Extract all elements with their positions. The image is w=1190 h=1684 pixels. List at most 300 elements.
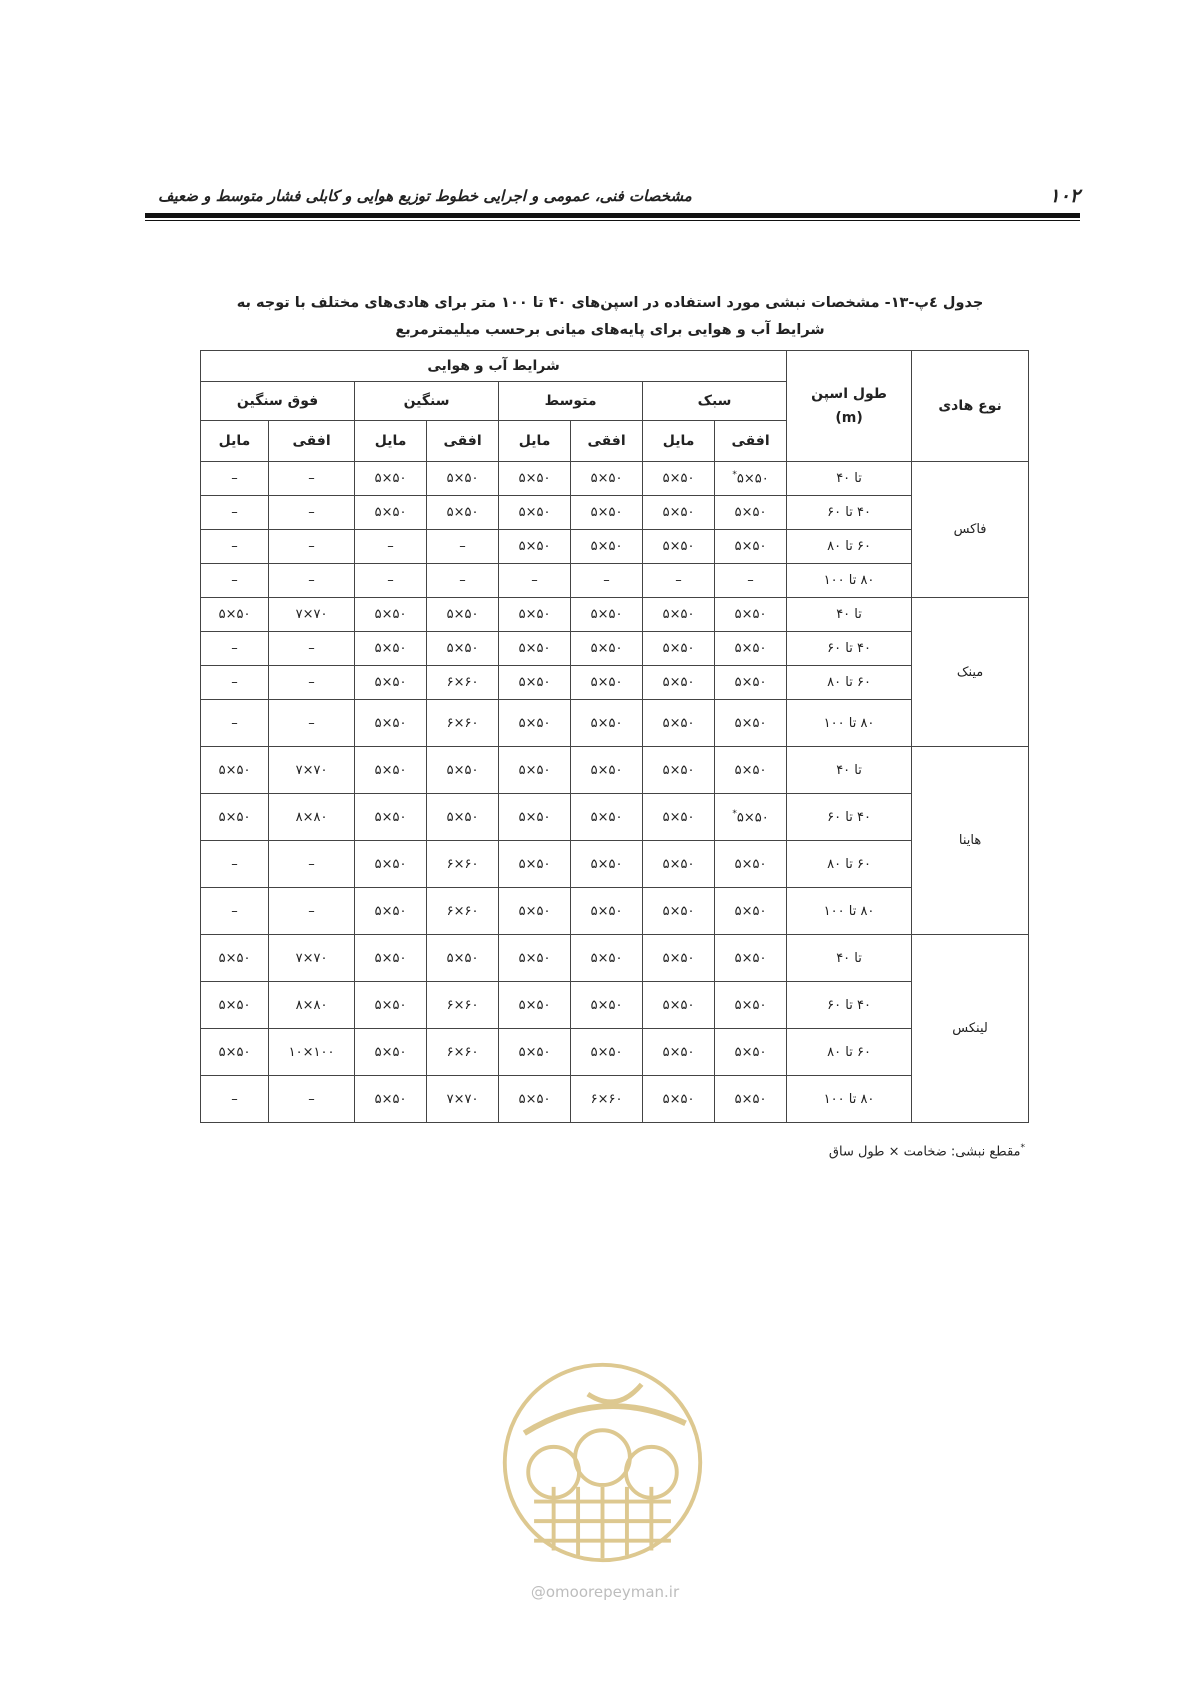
table-row xyxy=(201,1076,1029,1123)
angle-size-cell xyxy=(269,1076,355,1123)
angle-size-cell xyxy=(427,747,499,794)
angle-size-cell xyxy=(201,496,269,530)
angle-size-cell xyxy=(499,794,571,841)
angle-size-cell xyxy=(355,462,427,496)
angle-size-value: ۵۰×۵ xyxy=(590,809,623,825)
angle-size-cell xyxy=(499,982,571,1029)
angle-size-cell xyxy=(571,888,643,935)
header-horizontal: افقی xyxy=(269,421,355,462)
header-horizontal: افقی xyxy=(571,421,643,462)
angle-size-value: ۵۰×۵ xyxy=(374,641,407,656)
watermark-url: @omoorepeyman.ir xyxy=(530,1583,680,1601)
angle-size-cell xyxy=(571,598,643,632)
angle-size-value: ۵۰×۵ xyxy=(518,641,551,656)
angle-size-value: ۵۰×۵ xyxy=(734,505,767,520)
angle-size-value: ۵۰×۵ xyxy=(218,950,251,966)
span-length-cell: ۸۰ تا ۱۰۰ xyxy=(787,700,912,747)
angle-size-cell xyxy=(499,935,571,982)
angle-size-cell xyxy=(355,982,427,1029)
angle-size-cell xyxy=(571,794,643,841)
angle-size-cell xyxy=(499,666,571,700)
table-row xyxy=(201,598,1029,632)
angle-size-value: ۵۰×۵ xyxy=(518,997,551,1013)
table-row xyxy=(201,935,1029,982)
conductor-name-cell: هاینا xyxy=(912,747,1029,935)
angle-size-cell xyxy=(355,1076,427,1123)
angle-size-value: ۷۰×۷ xyxy=(295,607,328,622)
table-row xyxy=(201,530,1029,564)
table-row xyxy=(201,982,1029,1029)
angle-size-cell xyxy=(499,1076,571,1123)
running-title: مشخصات فنی، عمومی و اجرایی خطوط توزیع هوایی و کابلی فشار متوسط و ضعیف xyxy=(158,187,692,205)
angle-size-cell xyxy=(643,496,715,530)
angle-size-cell xyxy=(269,598,355,632)
angle-size-value: ۵۰×۵ xyxy=(662,1044,695,1060)
angle-size-value: ۶۰×۶ xyxy=(446,903,479,919)
angle-size-value: – xyxy=(603,573,610,588)
angle-size-value: – xyxy=(531,573,538,588)
angle-size-cell xyxy=(715,747,787,794)
angle-size-cell xyxy=(499,888,571,935)
angle-size-cell xyxy=(355,1029,427,1076)
angle-size-cell xyxy=(571,666,643,700)
angle-size-value: ۵۰×۵ xyxy=(734,762,767,778)
angle-size-cell xyxy=(715,496,787,530)
angle-size-cell xyxy=(269,935,355,982)
span-length-cell: ۸۰ تا ۱۰۰ xyxy=(787,564,912,598)
angle-size-value: – xyxy=(231,573,238,588)
angle-size-value: ۱۰۰×۱۰ xyxy=(288,1044,335,1060)
angle-size-cell xyxy=(643,632,715,666)
angle-size-cell xyxy=(355,888,427,935)
angle-size-value: ۵۰×۵ xyxy=(518,950,551,966)
angle-size-cell xyxy=(427,1076,499,1123)
footnote-mark: * xyxy=(1020,1143,1025,1153)
angle-size-cell xyxy=(201,598,269,632)
angle-size-value: ۵۰×۵ xyxy=(518,539,551,554)
angle-size-value: – xyxy=(308,903,315,919)
span-length-cell: ۴۰ تا ۶۰ xyxy=(787,982,912,1029)
angle-size-value: – xyxy=(231,675,238,690)
caption-line-2: شرایط آب و هوایی برای پایه‌های میانی برحسب میلیمترمربع xyxy=(395,322,825,338)
angle-size-cell xyxy=(427,935,499,982)
angle-size-cell xyxy=(427,666,499,700)
angle-size-value: ۵۰×۵ xyxy=(374,856,407,872)
angle-size-value: ۵۰×۵ xyxy=(662,950,695,966)
angle-size-value: – xyxy=(231,641,238,656)
angle-size-value: ۵۰×۵ xyxy=(446,607,479,622)
angle-size-cell xyxy=(201,747,269,794)
angle-size-cell xyxy=(201,632,269,666)
table-row xyxy=(201,700,1029,747)
angle-size-value: ۵۰×۵ xyxy=(590,471,623,486)
footnote xyxy=(795,1143,1025,1159)
angle-size-value: ۵۰×۵ xyxy=(518,809,551,825)
table-row xyxy=(201,666,1029,700)
angle-size-cell xyxy=(715,888,787,935)
angle-size-value: ۵۰×۵ xyxy=(374,809,407,825)
span-length-cell: ۶۰ تا ۸۰ xyxy=(787,530,912,564)
angle-size-cell xyxy=(571,700,643,747)
angle-size-cell xyxy=(571,564,643,598)
angle-size-value: ۵۰×۵ xyxy=(590,675,623,690)
angle-size-value: ۵۰×۵ xyxy=(590,903,623,919)
angle-size-cell xyxy=(643,888,715,935)
angle-size-value: – xyxy=(675,573,682,588)
conductor-name-cell: مینک xyxy=(912,598,1029,747)
angle-size-cell xyxy=(643,841,715,888)
angle-size-cell xyxy=(643,747,715,794)
angle-size-value: ۵۰×۵ xyxy=(734,1044,767,1060)
angle-size-value: ۶۰×۶ xyxy=(446,997,479,1013)
angle-size-cell xyxy=(355,632,427,666)
angle-size-cell xyxy=(715,794,787,841)
angle-size-value: – xyxy=(308,715,315,731)
angle-size-value: ۵۰×۵ xyxy=(590,856,623,872)
angle-size-value: ۵۰×۵ xyxy=(374,607,407,622)
angle-size-value: ۵۰×۵ xyxy=(734,675,767,690)
angle-size-cell xyxy=(571,747,643,794)
angle-size-value: ۵۰×۵ xyxy=(374,950,407,966)
angle-size-value: ۷۰×۷ xyxy=(295,762,328,778)
angle-size-cell xyxy=(715,841,787,888)
span-length-cell: تا ۴۰ xyxy=(787,462,912,496)
table-caption xyxy=(200,290,1020,344)
angle-size-cell xyxy=(201,462,269,496)
angle-size-value: ۵۰×۵ xyxy=(662,1091,695,1107)
angle-size-cell xyxy=(355,564,427,598)
angle-size-cell xyxy=(355,794,427,841)
angle-size-value: – xyxy=(387,573,394,588)
angle-size-cell xyxy=(427,982,499,1029)
angle-size-value: ۵۰×۵ xyxy=(662,675,695,690)
angle-size-cell xyxy=(269,841,355,888)
angle-size-value: – xyxy=(308,505,315,520)
angle-size-cell xyxy=(427,888,499,935)
angle-size-cell xyxy=(499,462,571,496)
angle-size-value: ۵۰×۵ xyxy=(662,809,695,825)
page-header xyxy=(150,183,1080,213)
footnote-marker: * xyxy=(732,808,737,819)
angle-size-cell xyxy=(715,564,787,598)
table-row xyxy=(201,564,1029,598)
table-row xyxy=(201,1029,1029,1076)
header-inclined: مایل xyxy=(499,421,571,462)
angle-size-cell xyxy=(201,888,269,935)
angle-size-value: ۵۰×۵ xyxy=(662,997,695,1013)
span-length-cell: ۴۰ تا ۶۰ xyxy=(787,794,912,841)
angle-size-value: ۵۰×۵ xyxy=(736,810,769,826)
header-horizontal: افقی xyxy=(427,421,499,462)
angle-size-cell xyxy=(643,1076,715,1123)
angle-size-cell xyxy=(269,462,355,496)
angle-size-value: ۵۰×۵ xyxy=(374,762,407,778)
angle-size-cell xyxy=(499,1029,571,1076)
angle-size-cell xyxy=(499,564,571,598)
angle-size-value: ۵۰×۵ xyxy=(734,539,767,554)
angle-size-value: ۵۰×۵ xyxy=(734,903,767,919)
angle-size-cell xyxy=(643,462,715,496)
angle-size-cell xyxy=(201,700,269,747)
angle-size-cell xyxy=(715,935,787,982)
angle-size-value: – xyxy=(459,539,466,554)
angle-size-cell xyxy=(715,462,787,496)
angle-size-cell xyxy=(201,530,269,564)
angle-size-value: ۶۰×۶ xyxy=(446,856,479,872)
angle-size-cell xyxy=(355,841,427,888)
angle-size-value: – xyxy=(231,1091,238,1107)
angle-size-cell xyxy=(715,598,787,632)
angle-size-cell xyxy=(427,632,499,666)
angle-size-value: ۵۰×۵ xyxy=(734,715,767,731)
angle-size-value: ۵۰×۵ xyxy=(518,903,551,919)
angle-size-cell xyxy=(269,747,355,794)
angle-size-value: ۵۰×۵ xyxy=(518,1091,551,1107)
angle-size-cell xyxy=(355,598,427,632)
angle-size-cell xyxy=(499,632,571,666)
angle-size-cell xyxy=(427,700,499,747)
angle-size-value: ۵۰×۵ xyxy=(518,607,551,622)
angle-size-value: – xyxy=(231,715,238,731)
angle-size-value: – xyxy=(231,505,238,520)
angle-size-cell xyxy=(427,564,499,598)
angle-size-cell xyxy=(499,700,571,747)
angle-spec-table xyxy=(200,350,1029,1123)
angle-size-value: ۵۰×۵ xyxy=(590,641,623,656)
angle-size-cell xyxy=(571,982,643,1029)
angle-size-value: ۵۰×۵ xyxy=(374,675,407,690)
angle-size-cell xyxy=(427,841,499,888)
angle-size-value: ۷۰×۷ xyxy=(295,950,328,966)
angle-size-cell xyxy=(201,982,269,1029)
angle-size-cell xyxy=(355,530,427,564)
footnote-text: مقطع نبشی: ضخامت × طول ساق xyxy=(828,1144,1021,1160)
angle-size-cell xyxy=(427,462,499,496)
angle-size-cell xyxy=(643,935,715,982)
angle-size-value: ۵۰×۵ xyxy=(218,809,251,825)
angle-size-value: – xyxy=(747,573,754,588)
angle-size-cell xyxy=(643,598,715,632)
page-number: ۱۰۲ xyxy=(1049,185,1080,207)
header-condition-light: سبک xyxy=(643,382,787,421)
angle-size-cell xyxy=(355,700,427,747)
angle-size-value: ۵۰×۵ xyxy=(662,856,695,872)
angle-size-cell xyxy=(355,666,427,700)
angle-size-value: ۵۰×۵ xyxy=(446,471,479,486)
angle-size-value: ۵۰×۵ xyxy=(518,1044,551,1060)
angle-size-value: ۵۰×۵ xyxy=(218,997,251,1013)
span-length-cell: ۶۰ تا ۸۰ xyxy=(787,841,912,888)
conductor-name-cell: لینکس xyxy=(912,935,1029,1123)
angle-size-value: ۵۰×۵ xyxy=(446,505,479,520)
angle-size-cell xyxy=(499,841,571,888)
table-row xyxy=(201,496,1029,530)
angle-size-cell xyxy=(571,462,643,496)
angle-size-value: ۸۰×۸ xyxy=(295,809,328,825)
angle-size-cell xyxy=(201,1029,269,1076)
angle-size-value: ۶۰×۶ xyxy=(446,715,479,731)
angle-size-cell xyxy=(571,1076,643,1123)
header-rule-thin xyxy=(145,220,1080,221)
angle-size-cell xyxy=(355,496,427,530)
angle-size-value: ۵۰×۵ xyxy=(518,856,551,872)
span-length-cell: ۶۰ تا ۸۰ xyxy=(787,666,912,700)
angle-size-value: – xyxy=(231,903,238,919)
angle-size-value: ۵۰×۵ xyxy=(218,1044,251,1060)
angle-size-cell xyxy=(571,935,643,982)
header-horizontal: افقی xyxy=(715,421,787,462)
table-row xyxy=(201,794,1029,841)
angle-size-value: ۵۰×۵ xyxy=(590,607,623,622)
angle-size-cell xyxy=(499,530,571,564)
header-rule xyxy=(145,213,1080,218)
angle-size-cell xyxy=(571,496,643,530)
angle-size-value: ۵۰×۵ xyxy=(518,715,551,731)
angle-size-value: ۵۰×۵ xyxy=(374,997,407,1013)
angle-size-cell xyxy=(201,935,269,982)
angle-size-value: – xyxy=(308,471,315,486)
angle-size-value: ۵۰×۵ xyxy=(518,471,551,486)
table-row xyxy=(201,841,1029,888)
angle-size-value: ۵۰×۵ xyxy=(218,762,251,778)
span-length-cell: ۴۰ تا ۶۰ xyxy=(787,632,912,666)
angle-size-value: – xyxy=(231,471,238,486)
angle-size-value: ۶۰×۶ xyxy=(446,1044,479,1060)
angle-size-value: ۵۰×۵ xyxy=(590,1044,623,1060)
angle-size-value: ۸۰×۸ xyxy=(295,997,328,1013)
angle-size-value: ۵۰×۵ xyxy=(662,505,695,520)
angle-size-value: ۵۰×۵ xyxy=(374,1044,407,1060)
angle-size-value: – xyxy=(308,675,315,690)
angle-size-cell xyxy=(643,1029,715,1076)
angle-size-value: – xyxy=(308,641,315,656)
angle-size-value: ۵۰×۵ xyxy=(374,903,407,919)
table-row xyxy=(201,462,1029,496)
angle-size-value: ۵۰×۵ xyxy=(734,997,767,1013)
angle-size-value: – xyxy=(231,856,238,872)
angle-size-cell xyxy=(643,982,715,1029)
header-span-label: طول اسپن xyxy=(811,386,887,402)
angle-size-value: ۵۰×۵ xyxy=(374,505,407,520)
angle-size-cell xyxy=(269,794,355,841)
header-inclined: مایل xyxy=(355,421,427,462)
angle-size-cell xyxy=(715,530,787,564)
angle-size-value: ۵۰×۵ xyxy=(590,539,623,554)
angle-size-cell xyxy=(643,564,715,598)
angle-size-value: ۵۰×۵ xyxy=(662,607,695,622)
angle-size-cell xyxy=(269,982,355,1029)
conductor-name-cell: فاکس xyxy=(912,462,1029,598)
angle-size-value: ۵۰×۵ xyxy=(734,641,767,656)
angle-size-value: ۵۰×۵ xyxy=(734,1091,767,1107)
header-weather-conditions: شرایط آب و هوایی xyxy=(201,351,787,382)
angle-size-value: ۵۰×۵ xyxy=(518,762,551,778)
angle-size-value: ۵۰×۵ xyxy=(662,903,695,919)
angle-size-cell xyxy=(269,564,355,598)
span-length-cell: ۴۰ تا ۶۰ xyxy=(787,496,912,530)
angle-size-cell xyxy=(427,794,499,841)
angle-size-cell xyxy=(269,632,355,666)
angle-size-value: ۵۰×۵ xyxy=(446,641,479,656)
angle-size-value: – xyxy=(308,1091,315,1107)
angle-size-cell xyxy=(643,700,715,747)
angle-size-value: ۵۰×۵ xyxy=(662,715,695,731)
angle-size-value: ۵۰×۵ xyxy=(218,607,251,622)
angle-size-cell xyxy=(201,794,269,841)
angle-size-cell xyxy=(643,666,715,700)
angle-size-cell xyxy=(269,530,355,564)
angle-size-value: ۵۰×۵ xyxy=(518,505,551,520)
header-conductor-type: نوع هادی xyxy=(912,351,1029,462)
angle-size-cell xyxy=(571,530,643,564)
angle-size-cell xyxy=(201,841,269,888)
angle-size-value: ۵۰×۵ xyxy=(446,809,479,825)
span-length-cell: ۸۰ تا ۱۰۰ xyxy=(787,888,912,935)
angle-size-value: – xyxy=(308,856,315,872)
angle-size-value: ۵۰×۵ xyxy=(374,715,407,731)
angle-size-value: ۵۰×۵ xyxy=(734,856,767,872)
angle-size-value: ۵۰×۵ xyxy=(734,607,767,622)
angle-size-cell xyxy=(643,794,715,841)
angle-size-cell xyxy=(499,747,571,794)
angle-size-value: ۵۰×۵ xyxy=(590,950,623,966)
angle-size-cell xyxy=(427,598,499,632)
angle-size-value: – xyxy=(308,573,315,588)
angle-size-value: ۵۰×۵ xyxy=(446,950,479,966)
header-span-unit: (m) xyxy=(835,410,863,426)
angle-size-value: ۵۰×۵ xyxy=(374,471,407,486)
angle-size-value: ۵۰×۵ xyxy=(590,762,623,778)
angle-size-cell xyxy=(269,666,355,700)
angle-size-value: ۵۰×۵ xyxy=(662,539,695,554)
angle-size-cell xyxy=(571,841,643,888)
angle-size-cell xyxy=(201,564,269,598)
span-length-cell: تا ۴۰ xyxy=(787,747,912,794)
angle-size-cell xyxy=(715,1029,787,1076)
angle-size-cell xyxy=(269,1029,355,1076)
angle-size-value: ۵۰×۵ xyxy=(590,715,623,731)
angle-size-cell xyxy=(201,1076,269,1123)
angle-size-value: ۵۰×۵ xyxy=(374,1091,407,1107)
angle-size-cell xyxy=(269,700,355,747)
angle-size-cell xyxy=(269,496,355,530)
angle-size-value: – xyxy=(308,539,315,554)
span-length-cell: تا ۴۰ xyxy=(787,598,912,632)
angle-size-value: ۵۰×۵ xyxy=(736,471,769,487)
angle-size-cell xyxy=(715,700,787,747)
angle-size-cell xyxy=(571,632,643,666)
angle-size-cell xyxy=(571,1029,643,1076)
caption-line-1: جدول ٤پ-۱۳- مشخصات نبشی مورد استفاده در اسپن‌های ۴۰ تا ۱۰۰ متر برای هادی‌های مختلف با توجه به xyxy=(236,295,984,311)
angle-size-cell xyxy=(715,632,787,666)
angle-size-cell xyxy=(499,598,571,632)
header-condition-extra-heavy: فوق سنگین xyxy=(201,382,355,421)
header-inclined: مایل xyxy=(201,421,269,462)
header-span-length xyxy=(787,351,912,462)
angle-size-value: ۵۰×۵ xyxy=(662,641,695,656)
header-condition-heavy: سنگین xyxy=(355,382,499,421)
angle-size-cell xyxy=(269,888,355,935)
angle-size-value: ۷۰×۷ xyxy=(446,1091,479,1107)
angle-size-value: ۵۰×۵ xyxy=(662,471,695,486)
angle-size-value: – xyxy=(459,573,466,588)
angle-size-cell xyxy=(499,496,571,530)
angle-size-cell xyxy=(355,935,427,982)
angle-size-value: ۵۰×۵ xyxy=(446,762,479,778)
angle-size-cell xyxy=(715,982,787,1029)
angle-size-cell xyxy=(643,530,715,564)
angle-size-cell xyxy=(355,747,427,794)
